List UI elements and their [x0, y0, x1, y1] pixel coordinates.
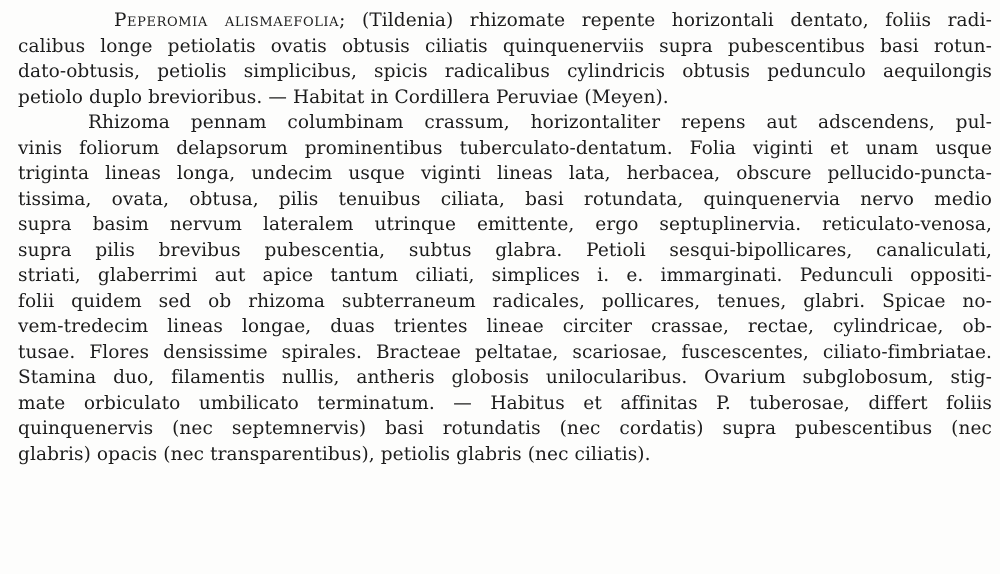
text-line-rest: ; (Tildenia) rhizomate repente horizontali dentato, foliis radi- [339, 10, 992, 31]
text-line: petiolo duplo brevioribus. — Habitat in Cordillera Peruviae (Meyen). [18, 86, 669, 108]
text-line: vinis foliorum delapsorum prominentibus tuberculato-dentatum. Folia viginti et unam usque [18, 137, 992, 159]
text-line: striati, glaberrimi aut apice tantum ciliati, simplices i. e. immarginati. Pedunculi oppositi- [18, 265, 992, 286]
paragraph-species-diagnosis [18, 8, 992, 110]
text-line: Stamina duo, filamentis nullis, antheris globosis unilocularibus. Ovarium subglobosum, stig- [18, 367, 992, 388]
text-line: supra basim nervum lateralem utrinque emittente, ergo septuplinervia. reticulato-venosa, [18, 214, 992, 235]
text-line: mate orbiculato umbilicato terminatum. — Habitus et affinitas P. tuberosae, differt foliis [18, 392, 992, 414]
text-line: dato-obtusis, petiolis simplicibus, spicis radicalibus cylindricis obtusis pedunculo aequilongis [18, 61, 992, 82]
text-line: Rhizoma pennam columbinam crassum, horizontaliter repens aut adscendens, pul- [88, 112, 992, 133]
text-line: calibus longe petiolatis ovatis obtusis ciliatis quinquenerviis supra pubescentibus basi rotun- [18, 35, 992, 57]
text-line: glabris) opacis (nec transparentibus), petiolis glabris (nec ciliatis). [18, 443, 651, 465]
text-line: folii quidem sed ob rhizoma subterraneum radicales, pollicares, tenues, glabri. Spicae no- [18, 290, 992, 312]
text-line: tissima, ovata, obtusa, pilis tenuibus ciliata, basi rotundata, quinquenervia nervo medio [18, 188, 992, 210]
text-line: supra pilis brevibus pubescentia, subtus glabra. Petioli sesqui-bipollicares, canaliculati, [18, 239, 992, 261]
text-line: triginta lineas longa, undecim usque viginti lineas lata, herbacea, obscure pellucido-puncta- [18, 163, 992, 184]
text-line: tusae. Flores densissime spirales. Bracteae peltatae, scariosae, fuscescentes, ciliato-fimbriatae. [18, 341, 992, 363]
text-line: quinquenervis (nec septemnervis) basi rotundatis (nec cordatis) supra pubescentibus (nec [18, 418, 992, 439]
paragraph-description [18, 110, 992, 467]
species-name: Peperomia alismaefolia [114, 10, 340, 31]
text-line [18, 8, 992, 34]
text-line: vem-tredecim lineas longae, duas trientes lineae circiter crassae, rectae, cylindricae, ob- [18, 316, 992, 337]
